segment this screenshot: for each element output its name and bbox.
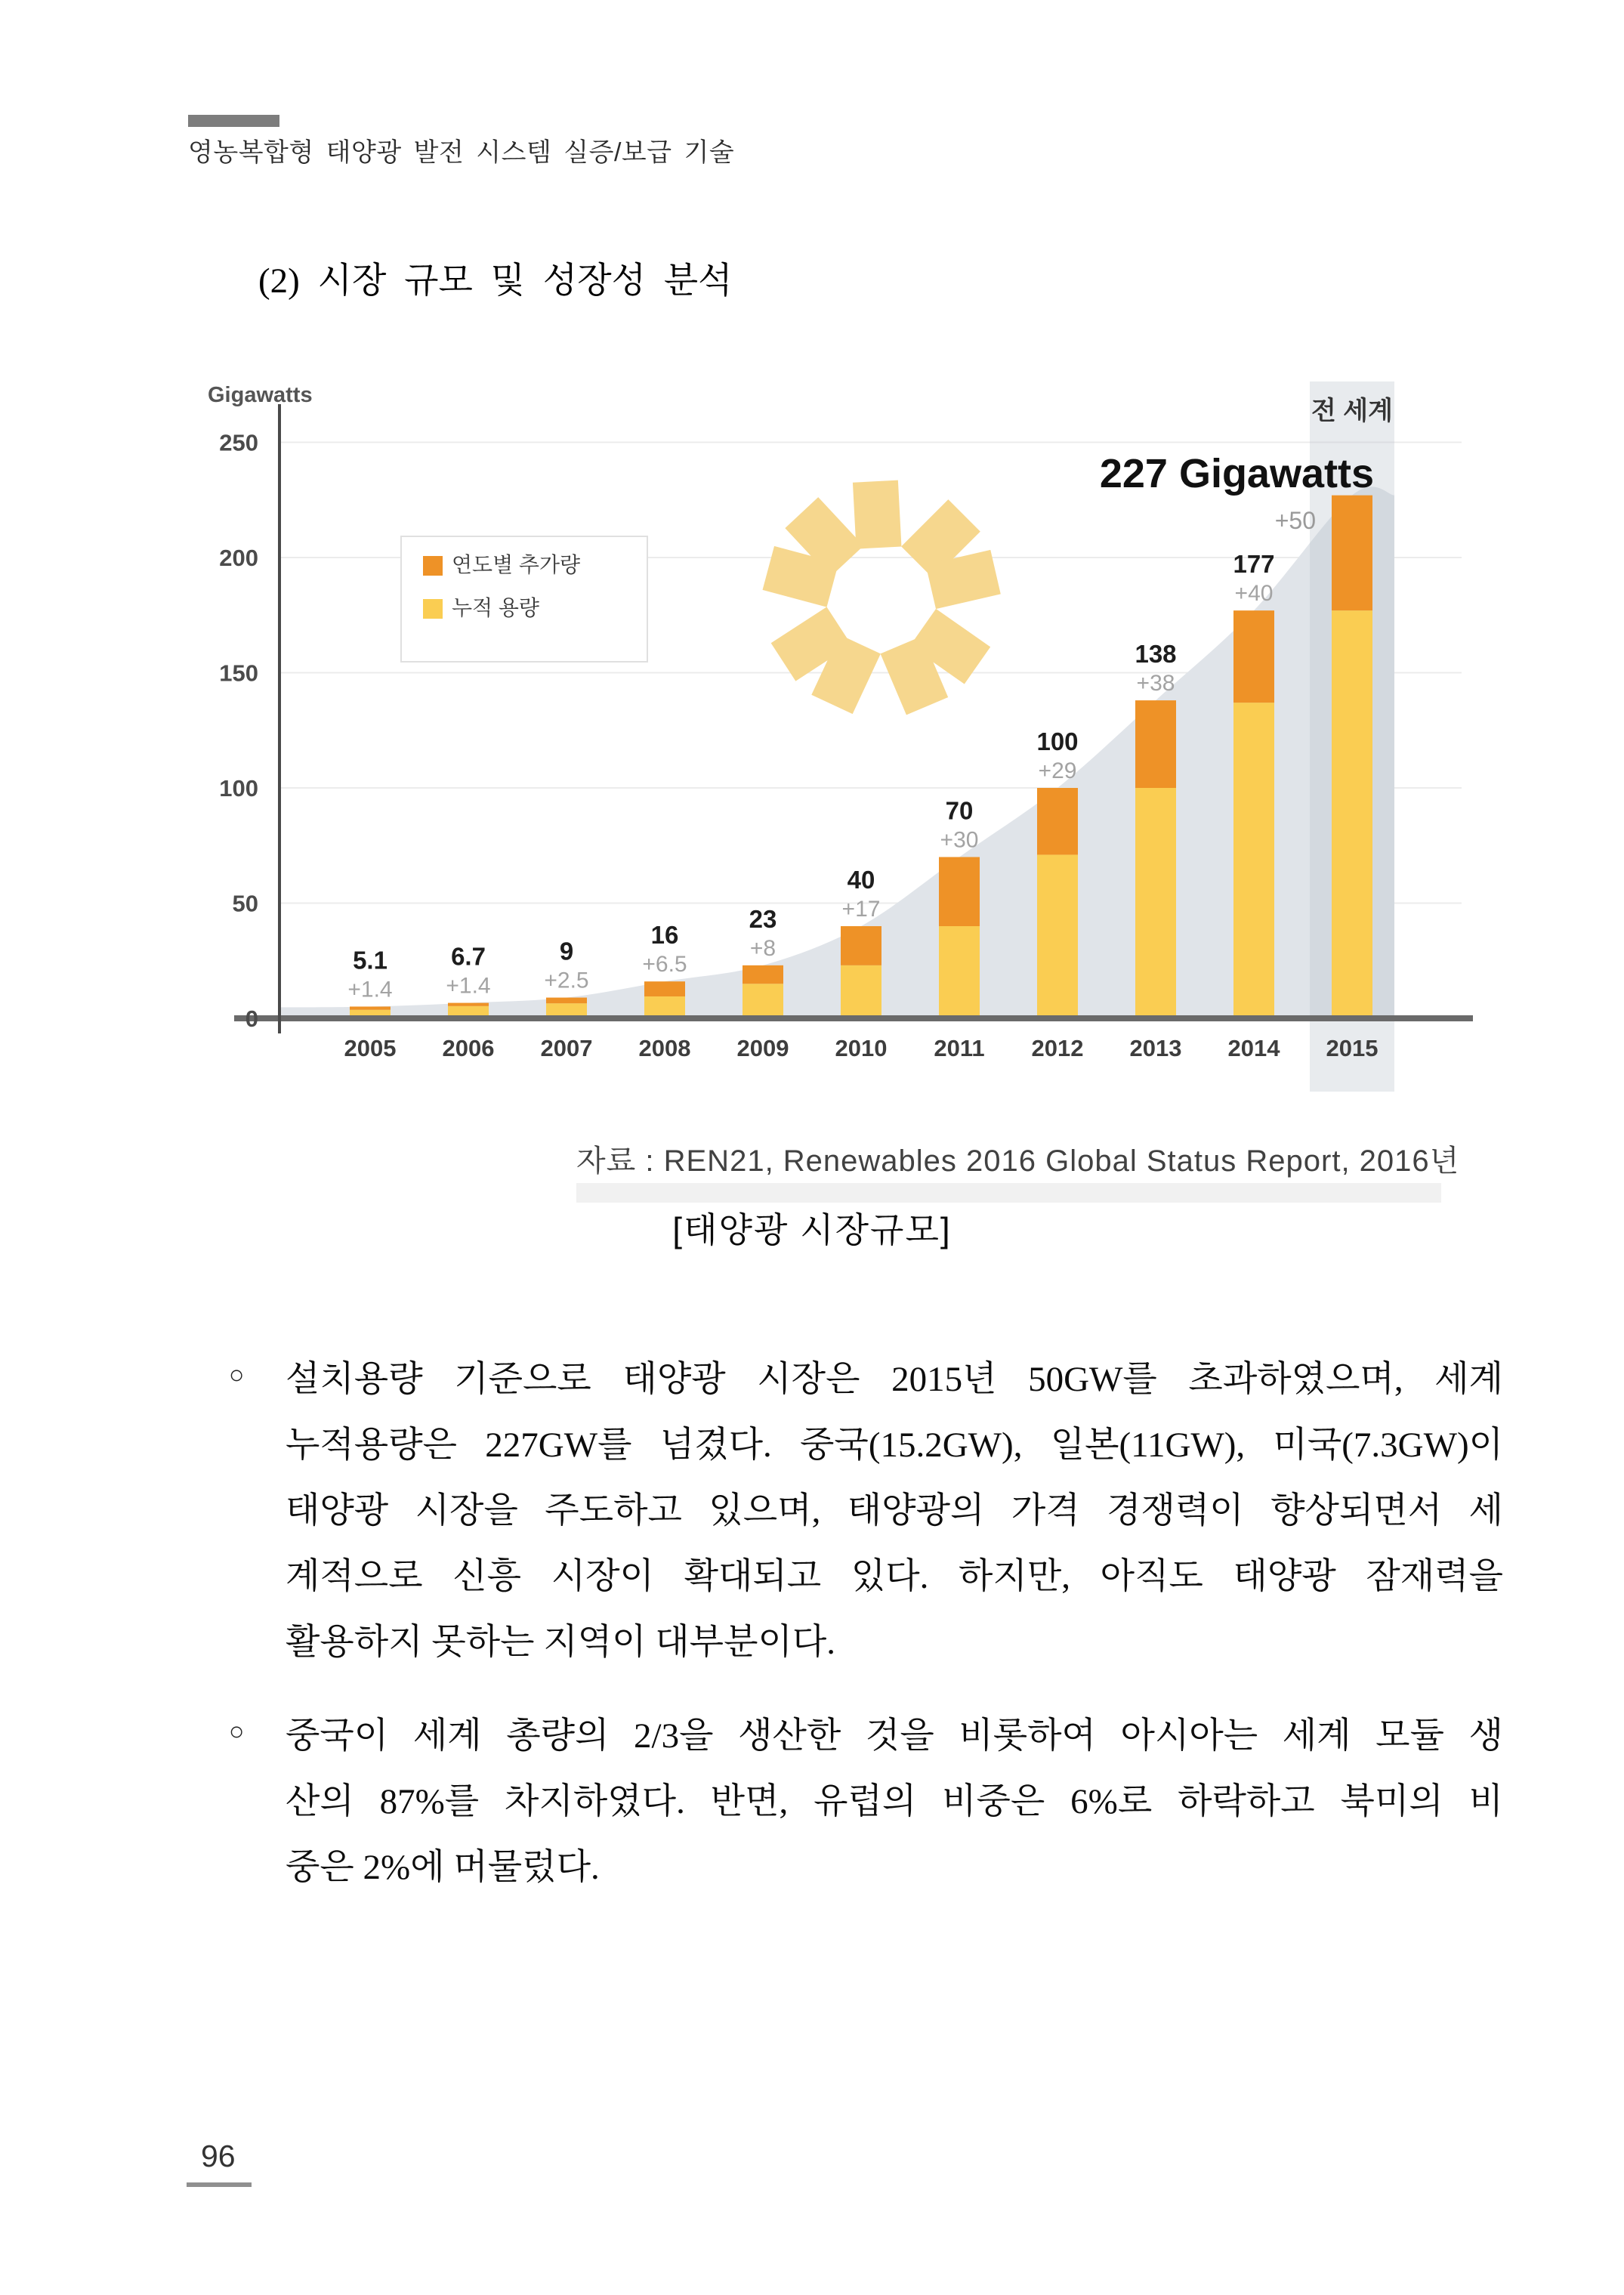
header-rule [188, 115, 279, 127]
label-total-2005: 5.1 [353, 946, 387, 975]
header-title: 영농복합형 태양광 발전 시스템 실증/보급 기술 [188, 138, 735, 167]
xtick-2011: 2011 [934, 1035, 985, 1061]
text-line: 설치용량 기준으로 태양광 시장은 2015년 50GW를 초과하였으며, 세계 [286, 1360, 1503, 1399]
market-chart [174, 363, 1480, 1103]
bar-addition-2015 [1332, 496, 1372, 611]
label-total-2009: 23 [749, 904, 777, 933]
xtick-2009: 2009 [736, 1035, 789, 1061]
bar-cumulative-2011 [939, 926, 980, 1018]
ytick-250: 250 [219, 429, 258, 456]
legend-label-1: 누적 용량 [452, 596, 539, 619]
xtick-2013: 2013 [1129, 1035, 1182, 1061]
bar-cumulative-2013 [1135, 788, 1176, 1018]
bullet-paragraph-1 [286, 1347, 1503, 1676]
bar-cumulative-2008 [644, 996, 685, 1018]
bar-addition-2010 [841, 926, 881, 965]
label-addition-2011: +30 [940, 827, 979, 853]
bar-addition-2008 [644, 981, 685, 996]
page-number: 96 [201, 2139, 236, 2173]
bar-addition-2006 [448, 1003, 489, 1006]
text-line: 산의 87%를 차지하였다. 반면, 유럽의 비중은 6%로 하락하고 북미의 비 [286, 1782, 1503, 1821]
xtick-2010: 2010 [835, 1035, 888, 1061]
ytick-150: 150 [219, 659, 258, 687]
bar-addition-2007 [546, 998, 587, 1004]
sun-icon [763, 480, 1001, 715]
bar-addition-2005 [350, 1006, 391, 1009]
text-line: 계적으로 신흥 시장이 확대되고 있다. 하지만, 아직도 태양광 잠재력을 [286, 1557, 1503, 1596]
label-addition-2013: +38 [1136, 671, 1175, 697]
bar-cumulative-2012 [1037, 854, 1078, 1018]
label-total-2013: 138 [1135, 640, 1177, 669]
bar-addition-2011 [939, 857, 980, 927]
y-axis-line [278, 404, 281, 1033]
section-title: (2) 시장 규모 및 성장성 분석 [258, 261, 733, 301]
text-line: 태양광 시장을 주도하고 있으며, 태양광의 가격 경쟁력이 향상되면서 세 [286, 1491, 1503, 1531]
label-total-2011: 70 [945, 796, 974, 825]
text-line: 누적용량은 227GW를 넘겼다. 중국(15.2GW), 일본(11GW), 미국(7.3GW)이 [286, 1425, 1503, 1465]
label-addition-2008: +6.5 [642, 952, 687, 978]
bullet-paragraph-2 [286, 1703, 1503, 1901]
chart-source: 자료 : REN21, Renewables 2016 Global Status Report, 2016년 [576, 1144, 1460, 1178]
label-addition-2012: +29 [1038, 758, 1077, 783]
legend-swatch-1 [423, 599, 443, 619]
bar-cumulative-2009 [743, 984, 783, 1018]
text-line: 중국이 세계 총량의 2/3을 생산한 것을 비롯하여 아시아는 세계 모듈 생 [286, 1716, 1503, 1756]
label-addition-2009: +8 [749, 935, 776, 961]
label-addition-2006: +1.4 [446, 973, 491, 999]
label-total-2014: 177 [1233, 550, 1275, 579]
label-addition-2010: +17 [841, 897, 881, 922]
ytick-50: 50 [232, 890, 258, 917]
label-addition-2014: +40 [1234, 581, 1274, 607]
x-axis-line [234, 1015, 1473, 1021]
bar-cumulative-2015 [1332, 610, 1372, 1018]
bullet-marker: ○ [229, 1717, 245, 1746]
legend-swatch-0 [423, 556, 443, 576]
xtick-2007: 2007 [540, 1035, 593, 1061]
bar-addition-2009 [743, 965, 783, 984]
label-total-2012: 100 [1036, 727, 1079, 755]
bullet-marker: ○ [229, 1361, 245, 1389]
legend-label-0: 연도별 추가량 [452, 553, 581, 576]
label-addition-2015: +50 [1274, 507, 1316, 534]
chart-title: 227 Gigawatts [1099, 451, 1374, 496]
region-label: 전 세계 [1311, 397, 1393, 425]
bar-addition-2012 [1037, 788, 1078, 854]
ytick-200: 200 [219, 545, 258, 571]
text-line: 중은 2%에 머물렀다. [286, 1848, 600, 1887]
label-addition-2007: +2.5 [544, 968, 589, 993]
xtick-2012: 2012 [1031, 1035, 1084, 1061]
label-total-2010: 40 [847, 866, 875, 894]
label-total-2008: 16 [650, 921, 679, 950]
label-addition-2005: +1.4 [347, 977, 393, 1002]
y-axis-unit-label: Gigawatts [208, 383, 313, 407]
xtick-2014: 2014 [1227, 1035, 1280, 1061]
bar-cumulative-2014 [1233, 703, 1274, 1018]
xtick-2015: 2015 [1326, 1035, 1379, 1061]
xtick-2006: 2006 [442, 1035, 495, 1061]
ytick-100: 100 [219, 775, 258, 802]
bar-addition-2014 [1233, 610, 1274, 703]
sun-ray [853, 480, 902, 549]
bar-addition-2013 [1135, 700, 1176, 788]
figure-caption: [태양광 시장규모] [672, 1210, 952, 1249]
image-artifact-band [576, 1183, 1441, 1203]
page-number-rule [187, 2182, 252, 2187]
label-total-2007: 9 [559, 937, 574, 965]
bar-cumulative-2010 [841, 965, 881, 1018]
xtick-2005: 2005 [344, 1035, 397, 1061]
label-total-2006: 6.7 [451, 942, 486, 971]
xtick-2008: 2008 [638, 1035, 691, 1061]
text-line: 활용하지 못하는 지역이 대부분이다. [286, 1623, 836, 1662]
ytick-0: 0 [245, 1005, 258, 1032]
